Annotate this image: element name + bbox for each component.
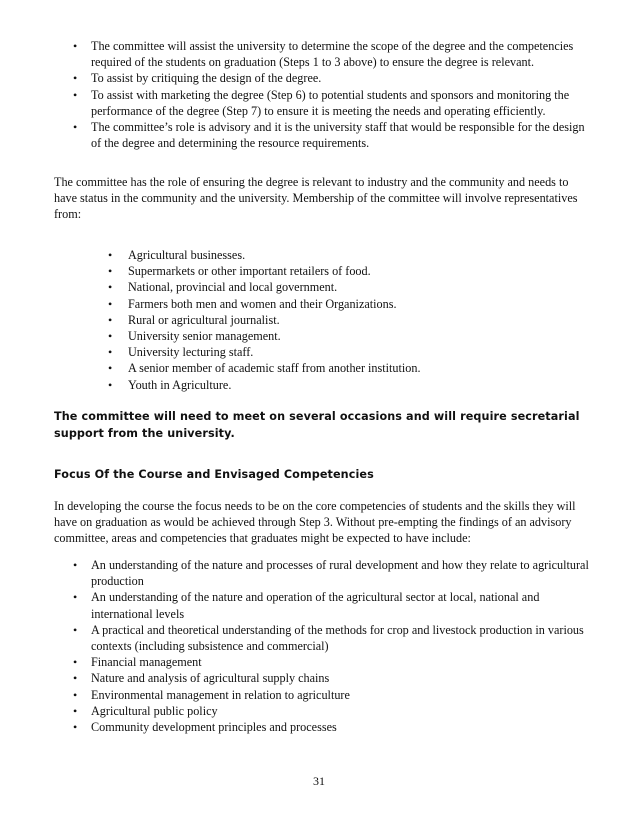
- bullet-icon: •: [108, 248, 113, 262]
- bullet-icon: •: [73, 671, 78, 686]
- list-item-text: Agricultural public policy: [91, 703, 218, 718]
- list-item-text: The committee’s role is advisory and it is the university staff that would be responsible for the design of the degree and determining the resource requirements.: [91, 120, 585, 151]
- representatives-list: [108, 247, 588, 393]
- committee-duties-list: [73, 38, 591, 151]
- bullet-icon: •: [73, 120, 78, 135]
- list-item: [108, 377, 588, 393]
- list-item-text: Nature and analysis of agricultural supply chains: [91, 671, 330, 686]
- list-item-text: Farmers both men and women and their Organizations.: [128, 296, 397, 311]
- list-item: [73, 557, 591, 589]
- list-item-text: Agricultural businesses.: [128, 248, 246, 262]
- bullet-icon: •: [73, 87, 78, 102]
- list-item: [73, 670, 591, 686]
- bullet-icon: •: [108, 345, 113, 360]
- membership-paragraph: The committee has the role of ensuring the degree is relevant to industry and the community and needs to have status in the community and the university. Membership of the committee will involve representatives from:: [54, 175, 578, 222]
- bullet-icon: •: [73, 558, 78, 572]
- list-item-text: A practical and theoretical understanding of the methods for crop and livestock production in various contexts (including subsistence and commercial): [91, 622, 584, 654]
- list-item-text: Community development principles and processes: [91, 720, 337, 735]
- list-item: [73, 38, 591, 70]
- bullet-icon: •: [73, 590, 78, 605]
- list-item: [108, 328, 588, 344]
- list-item-text: A senior member of academic staff from another institution.: [128, 361, 421, 376]
- list-item: [73, 622, 591, 654]
- bullet-icon: •: [73, 720, 78, 735]
- bullet-icon: •: [108, 296, 113, 311]
- list-item: [73, 719, 591, 735]
- list-item: [108, 360, 588, 376]
- bullet-icon: •: [73, 71, 78, 86]
- list-item-text: An understanding of the nature and operation of the agricultural sector at local, national and international levels: [91, 590, 540, 621]
- bullet-icon: •: [108, 329, 113, 344]
- list-item-text: The committee will assist the university to determine the scope of the degree and the competencies required of the students on graduation (Steps 1 to 3 above) to ensure the degree is relevant.: [91, 39, 574, 70]
- list-item-text: Financial management: [91, 655, 202, 670]
- list-item: [73, 654, 591, 670]
- bullet-icon: •: [108, 264, 113, 279]
- bullet-icon: •: [73, 39, 78, 53]
- list-item: [108, 247, 588, 263]
- bullet-icon: •: [73, 687, 78, 702]
- list-item-text: University senior management.: [128, 329, 281, 344]
- list-item: [73, 70, 591, 86]
- list-item: [108, 279, 588, 295]
- list-item-text: Supermarkets or other important retailers of food.: [128, 264, 371, 279]
- list-item-text: To assist with marketing the degree (Step 6) to potential students and sponsors and monitoring the performance of the degree (Step 7) to ensure it is meeting the needs and operating efficiently.: [91, 87, 570, 118]
- list-item: [73, 119, 591, 151]
- list-item-text: University lecturing staff.: [128, 345, 254, 360]
- list-item: [108, 344, 588, 360]
- list-item-text: Youth in Agriculture.: [128, 377, 232, 392]
- list-item: [108, 296, 588, 312]
- list-item-text: Rural or agricultural journalist.: [128, 312, 280, 327]
- bullet-icon: •: [108, 377, 113, 392]
- bullet-icon: •: [108, 361, 113, 376]
- list-item-text: Environmental management in relation to agriculture: [91, 687, 350, 702]
- list-item: [108, 263, 588, 279]
- page-number: 31: [313, 774, 325, 788]
- list-item: [108, 312, 588, 328]
- list-item-text: National, provincial and local government.: [128, 280, 338, 295]
- bullet-icon: •: [108, 280, 113, 295]
- list-item-text: An understanding of the nature and processes of rural development and how they relate to agricultural production: [91, 558, 589, 589]
- focus-paragraph: In developing the course the focus needs to be on the core competencies of students and the skills they will have on graduation as would be achieved through Step 3. Without pre-empting the findings of an advisory committee, areas and competencies that graduates might be expected to have include:: [54, 499, 576, 546]
- list-item: [73, 589, 591, 621]
- bullet-icon: •: [108, 312, 113, 327]
- section-heading: Focus Of the Course and Envisaged Competencies: [54, 468, 374, 481]
- competencies-list: [73, 557, 591, 735]
- list-item-text: To assist by critiquing the design of the degree.: [91, 71, 322, 86]
- bullet-icon: •: [73, 703, 78, 718]
- list-item: [73, 687, 591, 703]
- list-item: [73, 703, 591, 719]
- bullet-icon: •: [73, 622, 78, 637]
- list-item: [73, 87, 591, 119]
- bullet-icon: •: [73, 655, 78, 670]
- secretarial-support-note: The committee will need to meet on several occasions and will require secretarial support from the university.: [54, 410, 580, 440]
